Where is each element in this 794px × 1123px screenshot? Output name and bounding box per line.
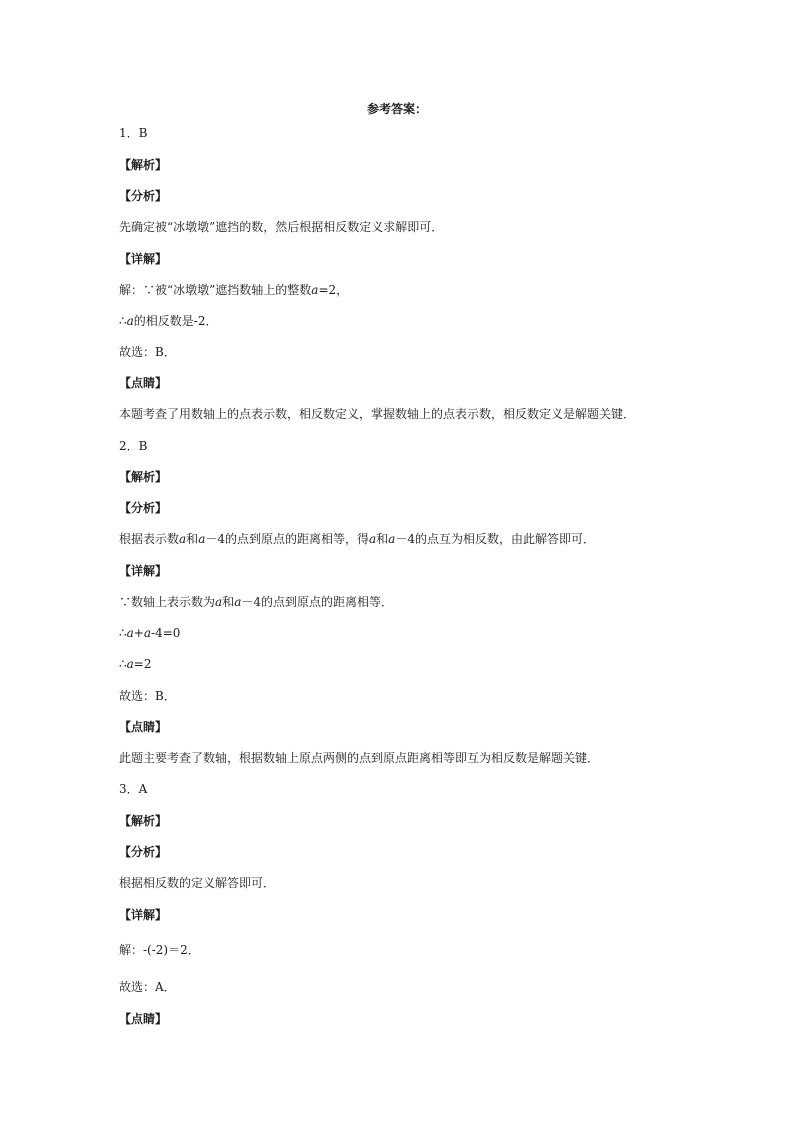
q3-solution-line-1: 解：-(-2)＝2．	[119, 943, 200, 957]
q1-dianjing-heading: 【点睛】	[119, 376, 168, 390]
q2-solution-line-1	[119, 594, 393, 610]
q1-line1-text-b: =2，	[318, 283, 349, 297]
q2-fenxi-part-3: －4的点到原点的距离相等，得	[205, 532, 369, 546]
q1-fenxi-text: 先确定被“冰墩墩”遮挡的数，然后根据相反数定义求解即可．	[119, 220, 444, 234]
q3-choice: 故选：A．	[119, 980, 176, 994]
q3-answer: 3．A	[119, 782, 148, 796]
q2-answer: 2．B	[119, 439, 148, 453]
q2-line3-part-1: ∴	[119, 657, 127, 671]
q2-solution-line-3	[119, 656, 152, 672]
q2-fenxi-var-2: a	[198, 532, 206, 546]
q1-answer: 1．B	[119, 126, 148, 140]
q2-line1-part-1: ∵数轴上表示数为	[119, 595, 216, 609]
page-title: 参考答案：	[366, 102, 427, 116]
q2-line2-var-2: a	[143, 626, 152, 640]
q2-line1-part-2: 和	[222, 595, 235, 609]
q2-jiexi-heading: 【解析】	[119, 470, 168, 484]
q2-line2-part-3: -4=0	[151, 626, 181, 640]
q2-xiangjie-heading: 【详解】	[119, 564, 168, 578]
q2-fenxi-part-4: 和	[376, 532, 389, 546]
q1-solution-line-1	[119, 282, 348, 298]
q2-fenxi-part-1: 根据表示数	[119, 532, 180, 546]
q2-fenxi-var-4: a	[388, 532, 396, 546]
q2-line2-part-1: ∴	[119, 626, 127, 640]
q2-line1-part-3: －4的点到原点的距离相等．	[241, 595, 393, 609]
q2-dianjing-heading: 【点睛】	[119, 720, 168, 734]
q1-solution-line-2	[119, 313, 218, 329]
q1-line1-text-a: 解：∵被“冰墩墩”遮挡数轴上的整数	[119, 283, 312, 297]
q3-jiexi-heading: 【解析】	[119, 814, 168, 828]
q1-xiangjie-heading: 【详解】	[119, 252, 168, 266]
q1-line1-var: a	[311, 283, 319, 297]
q1-jiexi-heading: 【解析】	[119, 158, 168, 172]
q3-dianjing-heading: 【点睛】	[119, 1012, 168, 1026]
q1-fenxi-heading: 【分析】	[119, 189, 168, 203]
q2-line1-var-2: a	[234, 595, 242, 609]
q2-fenxi-text	[119, 531, 595, 547]
q1-line2-text-b: 的相反数是-2．	[133, 314, 218, 328]
q2-line2-var-1: a	[126, 626, 134, 640]
q2-fenxi-part-2: 和	[186, 532, 199, 546]
q3-xiangjie-heading: 【详解】	[119, 908, 168, 922]
q2-line1-var-1: a	[215, 595, 223, 609]
q2-dianjing-text: 此题主要考查了数轴，根据数轴上原点两侧的点到原点距离相等即互为相反数是解题关键．	[119, 751, 600, 765]
q1-dianjing-text: 本题考查了用数轴上的点表示数，相反数定义，掌握数轴上的点表示数，相反数定义是解题关键．	[119, 407, 636, 421]
q3-fenxi-heading: 【分析】	[119, 845, 168, 859]
q2-line3-part-2: =2	[133, 657, 152, 671]
q1-choice: 故选：B．	[119, 345, 176, 359]
q1-line2-var: a	[126, 314, 134, 328]
q1-line2-text-a: ∴	[119, 314, 127, 328]
q2-solution-line-2	[119, 625, 180, 641]
q3-fenxi-text: 根据相反数的定义解答即可．	[119, 876, 276, 890]
q2-fenxi-var-1: a	[179, 532, 187, 546]
q2-fenxi-part-5: －4的点互为相反数，由此解答即可．	[395, 532, 595, 546]
q2-fenxi-heading: 【分析】	[119, 501, 168, 515]
q2-line3-var: a	[126, 657, 134, 671]
q2-fenxi-var-3: a	[368, 532, 377, 546]
q2-choice: 故选：B．	[119, 689, 176, 703]
q2-line2-part-2: +	[133, 626, 144, 640]
